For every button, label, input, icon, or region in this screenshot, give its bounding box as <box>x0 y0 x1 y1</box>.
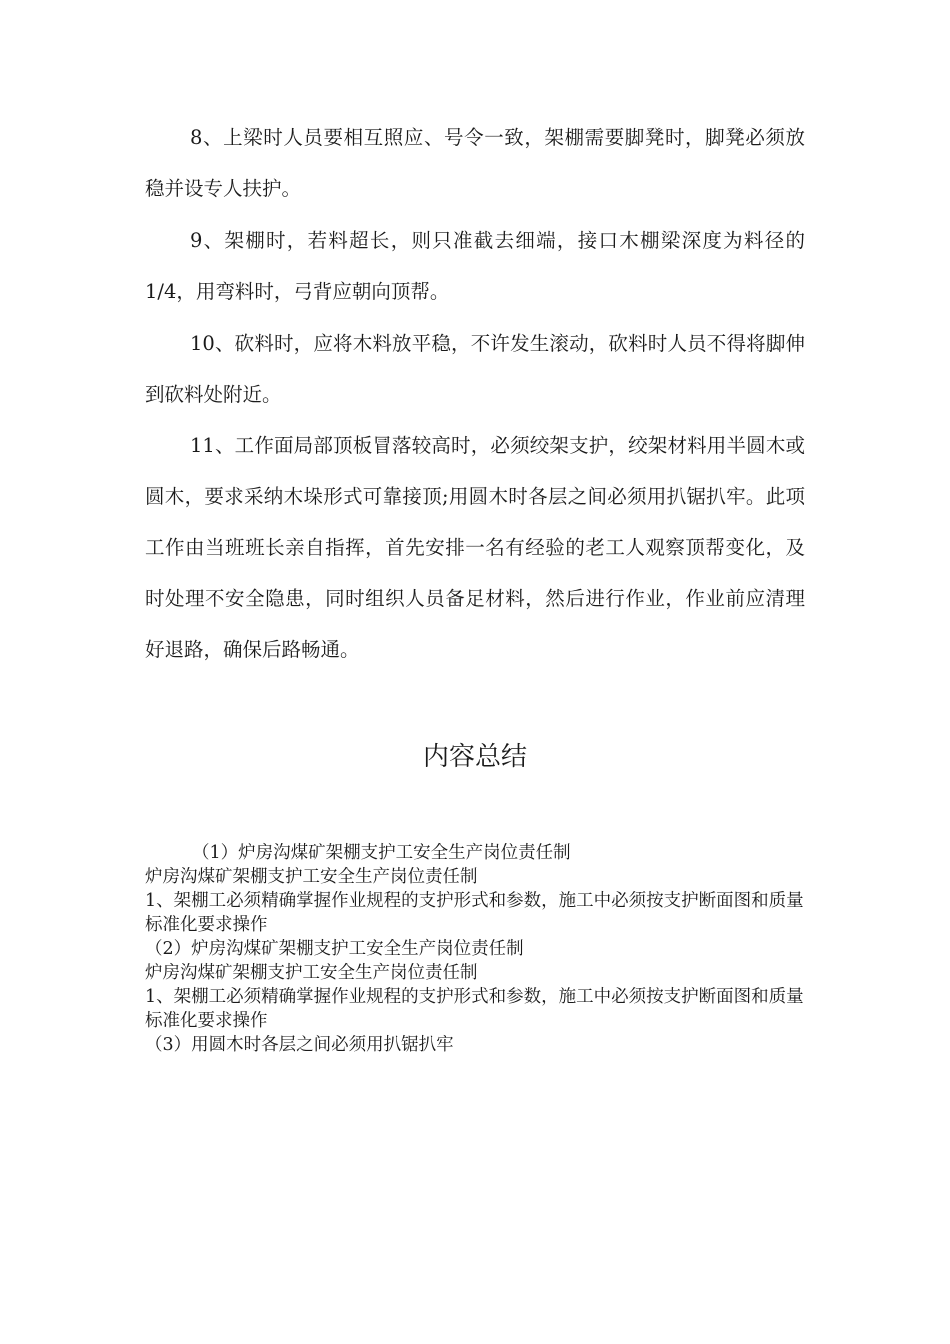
paragraph-item-10: 10、砍料时，应将木料放平稳，不许发生滚动，砍料时人员不得将脚伸到砍料处附近。 <box>145 332 805 406</box>
summary-line-5: 炉房沟煤矿架棚支护工安全生产岗位责任制 <box>145 963 478 983</box>
summary-line-4: （2）炉房沟煤矿架棚支护工安全生产岗位责任制 <box>145 939 524 959</box>
summary-line-6: 1、架棚工必须精确掌握作业规程的支护形式和参数，施工中必须按支护断面图和质量标准化要求操作 <box>145 987 804 1031</box>
summary-line-2: 炉房沟煤矿架棚支护工安全生产岗位责任制 <box>145 867 478 887</box>
summary-block <box>145 841 810 1057</box>
paragraph-item-11: 11、工作面局部顶板冒落较高时，必须绞架支护，绞架材料用半圆木或圆木，要求采纳木垛形式可靠接顶;用圆木时各层之间必须用扒锯扒牢。此项工作由当班班长亲自指挥，首先安排一名有经验的老工人观察顶帮变化，及时处理不安全隐患，同时组织人员备足材料，然后进行作业，作业前应清理好退路，确保后路畅通。 <box>145 434 805 661</box>
summary-line-7: （3）用圆木时各层之间必须用扒锯扒牢 <box>145 1035 454 1055</box>
paragraph-item-9: 9、架棚时，若料超长，则只准截去细端，接口木棚梁深度为料径的 1/4，用弯料时，弓背应朝向顶帮。 <box>145 229 805 303</box>
summary-line-3: 1、架棚工必须精确掌握作业规程的支护形式和参数，施工中必须按支护断面图和质量标准化要求操作 <box>145 891 804 935</box>
paragraph-item-8: 8、上梁时人员要相互照应、号令一致，架棚需要脚凳时，脚凳必须放稳并设专人扶护。 <box>145 126 805 200</box>
summary-title: 内容总结 <box>422 742 527 772</box>
summary-line-1: （1）炉房沟煤矿架棚支护工安全生产岗位责任制 <box>192 843 571 863</box>
